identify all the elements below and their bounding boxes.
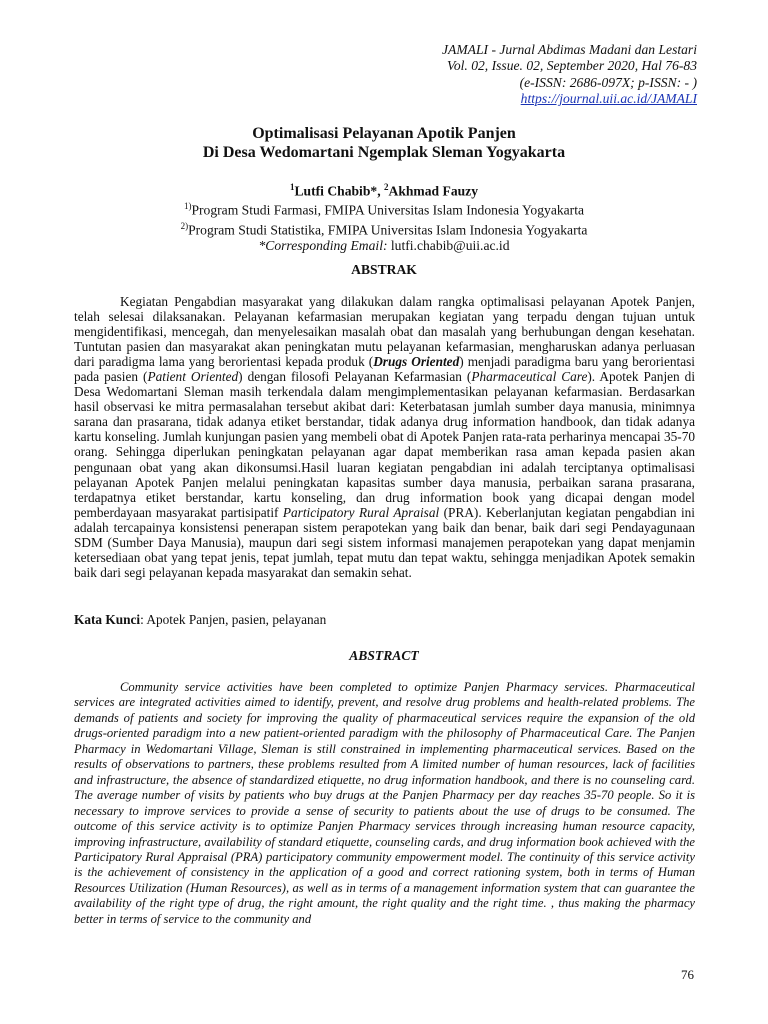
- affiliation-2: [0, 219, 768, 238]
- journal-url-link[interactable]: https://journal.uii.ac.id/JAMALI: [520, 91, 697, 107]
- author-1-name: Lutfi Chabib*,: [294, 183, 384, 199]
- abstrak-text-1: Kegiatan Pengabdian masyarakat yang dilakukan dalam rangka optimalisasi pelayanan Apotek Panjen, telah selesai dilaksanakan. Pelayanan kefarmasian merupakan kegiatan yang terpadu dengan tujuan untuk mengidentifikasi, mencegah, dan menyelesaikan masalah obat dan masalah yang berhubungan dengan kesehatan. Tuntutan pasien dan masyarakat akan peningkatan mutu pelayanan kefarmasian, mengharuskan adanya perluasan dari paradigma lama yang berorientasi kepada produk (: [74, 294, 695, 370]
- abstract-heading: ABSTRACT: [349, 648, 419, 663]
- journal-name: JAMALI - Jurnal Abdimas Madani dan Lestari: [442, 42, 697, 57]
- affiliation-2-mark: 2): [180, 220, 189, 231]
- affiliation-1-mark: 1): [183, 201, 192, 212]
- kata-kunci: [74, 612, 695, 628]
- author-2-name: Akhmad Fauzy: [388, 183, 479, 199]
- email-label: *Corresponding Email:: [258, 237, 388, 253]
- affiliation-1: [0, 199, 768, 218]
- abstrak-heading: ABSTRAK: [351, 262, 417, 277]
- author-block: [0, 180, 768, 254]
- journal-header: [442, 42, 697, 108]
- abstrak-term-pra: Participatory Rural Apraisal: [282, 504, 440, 520]
- abstrak-text-3: ) dengan filosofi Pelayanan Kefarmasian (: [238, 369, 472, 385]
- affiliation-2-text: Program Studi Statistika, FMIPA Universitas Islam Indonesia Yogyakarta: [188, 222, 588, 238]
- paper-title: [0, 124, 768, 162]
- affiliation-1-text: Program Studi Farmasi, FMIPA Universitas Islam Indonesia Yogyakarta: [191, 202, 585, 218]
- author-2-mark: 2: [384, 182, 389, 192]
- abstrak-term-drugs-oriented: Drugs Oriented: [373, 354, 460, 370]
- title-line-2: Di Desa Wedomartani Ngemplak Sleman Yogyakarta: [202, 144, 566, 161]
- kata-kunci-label: Kata Kunci: [74, 612, 141, 627]
- abstrak-text-5: (PRA). Keberlanjutan kegiatan pengabdian ini adalah tercapainya konsistensi penerapan sistem perapotekan yang baik dan benar, baik dari segi Pendayagunaan SDM (Sumber Daya Manusia), maupun dari segi sistem informasi manajemen perapotekan yang dapat menjamin ketersediaan obat yang tepat jenis, tepat jumlah, tepat mutu dan tepat waktu, sehingga menjadikan Apotek semakin baik dari segi pelayanan kepada masyarakat dan semakin sehat.: [74, 504, 695, 580]
- kata-kunci-text: : Apotek Panjen, pasien, pelayanan: [140, 612, 327, 627]
- abstrak-body: [74, 294, 695, 580]
- abstrak-text-2: ) menjadi paradigma baru yang berorientasi pada pasien (: [74, 354, 695, 385]
- corresponding-email: [0, 238, 768, 254]
- journal-volume: Vol. 02, Issue. 02, September 2020, Hal 76-83: [447, 58, 697, 74]
- page-number: 76: [681, 967, 694, 982]
- email-address: lutfi.chabib@uii.ac.id: [387, 237, 510, 253]
- abstrak-term-pharmaceutical-care: Pharmaceutical Care: [471, 369, 588, 385]
- title-line-1: Optimalisasi Pelayanan Apotik Panjen: [252, 125, 516, 142]
- author-1-mark: 1: [289, 182, 295, 192]
- abstrak-text-4: ). Apotek Panjen di Desa Wedomartani Sleman masih terkendala dalam mengimplementasikan pelayanan kefarmasian. Berdasarkan hasil observasi ke mitra permasalahan tersebut akibat dari: Keterbatasan jumlah sumber daya manusia, minimnya sarana dan prasarana, tidak adanya etiket berstandar, tidak adanya drug information handbook, dan tidak adanya kartu konseling. Jumlah kunjungan pasien yang membeli obat di Apotek Panjen rata-rata perharinya mencapai 35-70 orang. Sehingga diperlukan peningkatan pelayanan agar dapat memberikan rasa aman kepada pasien akan pengunaan obat yang akan dikonsumsi.Hasil luaran kegiatan pengabdian ini adalah terciptanya optimalisasi pelayanan Apotek Panjen melalui peningkatan kapasitas sumber daya manusia, perbaikan sarana prasarana, terdapatnya etiket berstandar, kartu konseling, dan drug information book yang dicapai dengan model pemberdayaan masyarakat partisipatif: [74, 369, 696, 520]
- abstract-body: Community service activities have been completed to optimize Panjen Pharmacy services. Pharmaceutical services are integrated activities aimed to identify, prevent, and resolve drug problems and health-related problems. The demands of patients and society for improving the quality of pharmaceutical services require the expansion of the old drugs-oriented paradigm into a new patient-oriented paradigm with the philosophy of Pharmaceutical Care. The Panjen Pharmacy in Wedomartani Village, Sleman is still constrained in implementing pharmaceutical services. Based on the results of observations to partners, these problems resulted from A limited number of human resources, lack of facilities and infrastructure, the absence of standardized etiquette, no drug information handbook, and there is no counseling card. The average number of visits by patients who buy drugs at the Panjen Pharmacy per day reaches 35-70 people. So it is necessary to improve services to provide a sense of security to patients about the use of drugs to be consumed. The outcome of this service activity is to optimize Panjen Pharmacy services through increasing human resource capacity, improving infrastructure, availability of standard etiquette, counseling cards, and drug information book achieved with the Participatory Rural Appraisal (PRA) participatory community empowerment model. The continuity of this service activity is the achievement of consistency in the application of a good and correct rationing system, both in terms of Human Resources Utilization (Human Resources), as well as in terms of a management information system that can guarantee the availability of the right type of drug, the right amount, the right quality and the right time. , thus making the pharmacy better in terms of service to the community and: [74, 680, 695, 926]
- author-names: [0, 180, 768, 199]
- journal-issn: (e-ISSN: 2686-097X; p-ISSN: - ): [519, 74, 697, 90]
- abstrak-term-patient-oriented: Patient Oriented: [147, 369, 239, 385]
